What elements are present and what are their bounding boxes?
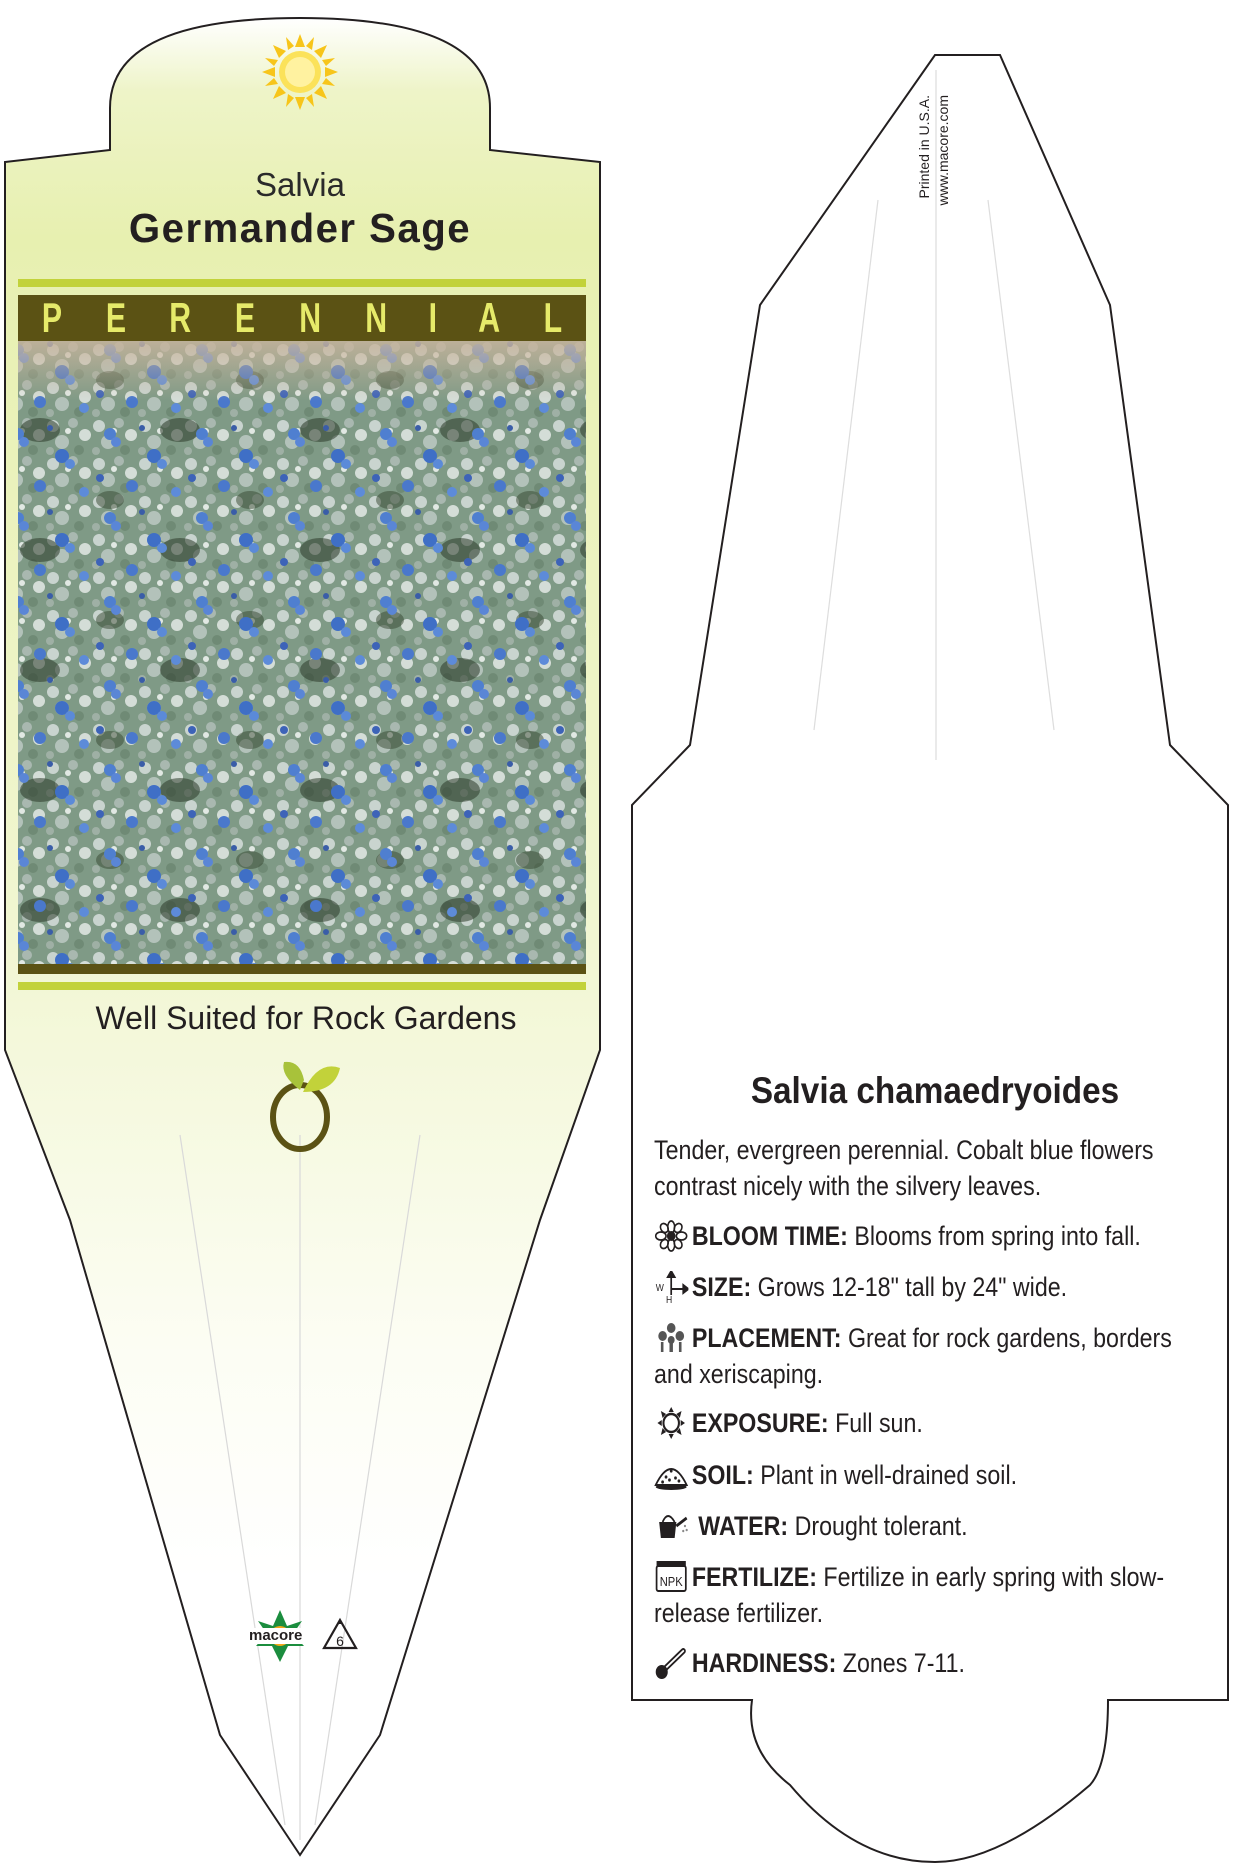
plants-icon xyxy=(654,1322,688,1354)
category-band-text xyxy=(18,295,586,341)
genus-name: Salvia xyxy=(255,166,345,203)
care-row-soil: SOIL: Plant in well-drained soil. xyxy=(654,1457,1214,1493)
sun-outline-icon xyxy=(654,1407,688,1439)
rule-above-band xyxy=(18,279,586,287)
svg-text:W: W xyxy=(655,1282,664,1294)
care-row-placement: PLACEMENT: Great for rock gardens, borders and xeriscaping. xyxy=(654,1323,1172,1389)
category-letter: N xyxy=(299,294,322,341)
category-letter: I xyxy=(428,294,438,341)
category-letter: L xyxy=(543,294,563,341)
svg-text:NPK: NPK xyxy=(659,1574,683,1590)
category-letter: E xyxy=(105,294,126,341)
fertilizer-bag-icon xyxy=(654,1561,688,1593)
brand-wordmark: macore xyxy=(249,1627,303,1644)
sun-icon xyxy=(262,34,338,110)
thermometer-icon xyxy=(654,1647,688,1679)
care-row-exposure: EXPOSURE: Full sun. xyxy=(654,1405,1214,1441)
common-name: Germander Sage xyxy=(128,205,472,251)
rule-below-photo xyxy=(18,982,586,990)
svg-text:H: H xyxy=(666,1294,673,1303)
printed-credit xyxy=(915,95,955,335)
category-letter: P xyxy=(41,294,63,341)
category-letter: A xyxy=(478,294,501,341)
category-letter: R xyxy=(169,294,192,341)
tagline: Well Suited for Rock Gardens xyxy=(95,1000,517,1036)
plant-photo xyxy=(18,341,586,964)
care-row-size: W H SIZE: Grows 12-18" tall by 24" wide. xyxy=(654,1269,1214,1305)
category-letter: N xyxy=(365,294,388,341)
plant-description: Tender, evergreen perennial. Cobalt blue flowers contrast nicely with the silvery leaves. xyxy=(654,1135,1154,1201)
flower-icon xyxy=(654,1220,688,1252)
category-letter: E xyxy=(235,294,256,341)
size-arrows-icon xyxy=(654,1271,688,1303)
printed-in-usa: Printed in U.S.A. xyxy=(916,95,932,199)
watering-can-icon xyxy=(654,1510,688,1542)
care-row-water: WATER: Drought tolerant. xyxy=(654,1508,1214,1544)
website: www.macore.com xyxy=(935,95,951,206)
care-row-bloom-time: BLOOM TIME: Blooms from spring into fall. xyxy=(654,1218,1214,1254)
photo-frame-bottom xyxy=(18,964,586,974)
botanical-name: Salvia chamaedryoides xyxy=(750,1070,1120,1111)
care-row-hardiness: HARDINESS: Zones 7-11. xyxy=(654,1645,1214,1681)
care-row-fertilize: NPK FERTILIZE: Fertilize in early spring with slow-release fertilizer. xyxy=(654,1562,1165,1628)
recycle-code: 6 xyxy=(336,1633,344,1649)
soil-mound-icon xyxy=(654,1459,688,1491)
